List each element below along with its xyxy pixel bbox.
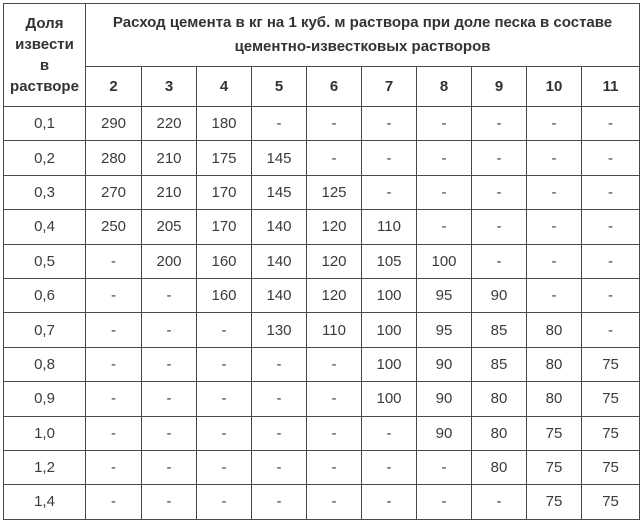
table-caption: [86, 4, 640, 67]
cement-value-cell: -: [197, 347, 252, 381]
cement-value-cell: -: [86, 450, 142, 484]
cement-value-cell: -: [307, 485, 362, 519]
cement-value-cell: -: [197, 382, 252, 416]
cement-value-cell: -: [417, 107, 472, 141]
cement-value-cell: -: [307, 347, 362, 381]
table-row: [4, 278, 640, 312]
cement-value-cell: 120: [307, 244, 362, 278]
cement-value-cell: -: [527, 175, 582, 209]
cement-value-cell: -: [142, 347, 197, 381]
cement-value-cell: 90: [417, 382, 472, 416]
table-row: [4, 450, 640, 484]
cement-value-cell: 75: [527, 416, 582, 450]
cement-value-cell: -: [252, 485, 307, 519]
lime-share-cell: 0,3: [4, 175, 86, 209]
cement-value-cell: 75: [527, 450, 582, 484]
lime-share-cell: 0,4: [4, 210, 86, 244]
cement-value-cell: 140: [252, 244, 307, 278]
sand-share-header-row: [4, 67, 640, 107]
lime-share-cell: 0,9: [4, 382, 86, 416]
cement-value-cell: -: [86, 244, 142, 278]
cement-value-cell: -: [472, 244, 527, 278]
cement-value-cell: 145: [252, 175, 307, 209]
cement-value-cell: -: [582, 210, 640, 244]
table-row: [4, 244, 640, 278]
cement-value-cell: 90: [472, 278, 527, 312]
lime-share-cell: 1,2: [4, 450, 86, 484]
cement-value-cell: -: [582, 107, 640, 141]
cement-value-cell: -: [362, 450, 417, 484]
table-row: [4, 485, 640, 519]
cement-value-cell: 200: [142, 244, 197, 278]
cement-value-cell: 130: [252, 313, 307, 347]
cement-value-cell: 75: [582, 347, 640, 381]
table-row: [4, 416, 640, 450]
cement-value-cell: -: [197, 313, 252, 347]
cement-value-cell: -: [582, 141, 640, 175]
cement-value-cell: 110: [362, 210, 417, 244]
cement-value-cell: 95: [417, 313, 472, 347]
cement-value-cell: 145: [252, 141, 307, 175]
cement-value-cell: 90: [417, 347, 472, 381]
cement-value-cell: -: [252, 416, 307, 450]
cement-value-cell: 170: [197, 210, 252, 244]
sand-share-header-cell: 8: [417, 67, 472, 107]
cement-value-cell: 100: [362, 278, 417, 312]
cement-value-cell: 290: [86, 107, 142, 141]
lime-share-cell: 0,7: [4, 313, 86, 347]
sand-share-header-cell: 7: [362, 67, 417, 107]
cement-value-cell: -: [417, 485, 472, 519]
cement-value-cell: 170: [197, 175, 252, 209]
sand-share-header-cell: 6: [307, 67, 362, 107]
table-row: [4, 382, 640, 416]
lime-share-header-line: извести: [15, 36, 74, 53]
cement-value-cell: -: [307, 141, 362, 175]
cement-value-cell: -: [142, 450, 197, 484]
cement-value-cell: -: [252, 382, 307, 416]
cement-value-cell: -: [527, 141, 582, 175]
cement-value-cell: -: [142, 278, 197, 312]
cement-value-cell: -: [362, 485, 417, 519]
cement-value-cell: -: [582, 175, 640, 209]
cement-value-cell: 80: [527, 382, 582, 416]
cement-value-cell: -: [472, 107, 527, 141]
cement-value-cell: -: [362, 141, 417, 175]
lime-share-header-line: в: [39, 57, 50, 74]
cement-value-cell: -: [527, 278, 582, 312]
cement-value-cell: 110: [307, 313, 362, 347]
cement-value-cell: 90: [417, 416, 472, 450]
sand-share-header-cell: 2: [86, 67, 142, 107]
cement-value-cell: -: [527, 107, 582, 141]
cement-value-cell: -: [86, 416, 142, 450]
cement-value-cell: -: [472, 210, 527, 244]
cement-value-cell: 125: [307, 175, 362, 209]
table-row: [4, 107, 640, 141]
cement-value-cell: -: [417, 450, 472, 484]
sand-share-header-cell: 10: [527, 67, 582, 107]
cement-value-cell: -: [197, 450, 252, 484]
cement-value-cell: 180: [197, 107, 252, 141]
cement-value-cell: 85: [472, 313, 527, 347]
cement-value-cell: -: [252, 107, 307, 141]
cement-value-cell: 120: [307, 210, 362, 244]
cement-value-cell: -: [527, 244, 582, 278]
cement-value-cell: 95: [417, 278, 472, 312]
cement-value-cell: -: [362, 175, 417, 209]
cement-value-cell: 120: [307, 278, 362, 312]
lime-share-cell: 0,2: [4, 141, 86, 175]
cement-value-cell: -: [142, 313, 197, 347]
sand-share-header-cell: 11: [582, 67, 640, 107]
cement-value-cell: -: [307, 416, 362, 450]
cement-value-cell: -: [307, 450, 362, 484]
cement-value-cell: -: [472, 485, 527, 519]
lime-share-header-line: растворе: [10, 78, 79, 95]
cement-value-cell: -: [86, 313, 142, 347]
cement-value-cell: -: [582, 244, 640, 278]
sand-share-header-cell: 4: [197, 67, 252, 107]
cement-value-cell: 80: [527, 347, 582, 381]
cement-value-cell: 175: [197, 141, 252, 175]
cement-value-cell: 100: [362, 382, 417, 416]
cement-value-cell: 205: [142, 210, 197, 244]
cement-value-cell: -: [417, 175, 472, 209]
cement-value-cell: 80: [472, 450, 527, 484]
lime-share-cell: 0,6: [4, 278, 86, 312]
cement-value-cell: 80: [527, 313, 582, 347]
table-caption-line: цементно-известковых растворов: [234, 38, 491, 55]
cement-value-cell: -: [582, 278, 640, 312]
lime-share-cell: 1,0: [4, 416, 86, 450]
cement-value-cell: 140: [252, 210, 307, 244]
cement-value-cell: -: [472, 141, 527, 175]
cement-value-cell: -: [472, 175, 527, 209]
cement-value-cell: -: [142, 382, 197, 416]
cement-value-cell: 160: [197, 244, 252, 278]
cement-value-cell: -: [307, 107, 362, 141]
cement-consumption-table: [3, 3, 640, 520]
cement-value-cell: -: [527, 210, 582, 244]
cement-value-cell: 75: [582, 450, 640, 484]
table-body: [4, 107, 640, 520]
sand-share-header-cell: 9: [472, 67, 527, 107]
cement-value-cell: -: [86, 485, 142, 519]
cement-value-cell: -: [86, 347, 142, 381]
table-row: [4, 313, 640, 347]
cement-value-cell: 280: [86, 141, 142, 175]
cement-value-cell: 80: [472, 382, 527, 416]
lime-share-cell: 0,1: [4, 107, 86, 141]
table-row: [4, 210, 640, 244]
cement-value-cell: -: [86, 382, 142, 416]
cement-value-cell: 75: [582, 485, 640, 519]
cement-value-cell: 250: [86, 210, 142, 244]
cement-value-cell: -: [197, 416, 252, 450]
table-row: [4, 347, 640, 381]
cement-value-cell: -: [86, 278, 142, 312]
lime-share-cell: 0,5: [4, 244, 86, 278]
lime-share-header-line: Доля: [25, 15, 64, 32]
table-row: [4, 141, 640, 175]
lime-share-cell: 1,4: [4, 485, 86, 519]
cement-value-cell: -: [252, 450, 307, 484]
cement-value-cell: 100: [417, 244, 472, 278]
cement-value-cell: -: [197, 485, 252, 519]
cement-value-cell: 85: [472, 347, 527, 381]
table-caption-line: Расход цемента в кг на 1 куб. м раствора при доле песка в составе: [112, 14, 613, 31]
cement-value-cell: 160: [197, 278, 252, 312]
cement-value-cell: -: [417, 141, 472, 175]
cement-value-cell: 270: [86, 175, 142, 209]
cement-value-cell: 140: [252, 278, 307, 312]
sand-share-header-cell: 3: [142, 67, 197, 107]
cement-value-cell: 100: [362, 347, 417, 381]
table-row: [4, 175, 640, 209]
cement-value-cell: -: [417, 210, 472, 244]
cement-value-cell: 220: [142, 107, 197, 141]
sand-share-header-cell: 5: [252, 67, 307, 107]
cement-value-cell: -: [362, 416, 417, 450]
cement-value-cell: -: [142, 485, 197, 519]
cement-value-cell: 100: [362, 313, 417, 347]
lime-share-header: [4, 4, 86, 107]
cement-value-cell: 80: [472, 416, 527, 450]
cement-value-cell: 75: [527, 485, 582, 519]
lime-share-cell: 0,8: [4, 347, 86, 381]
cement-value-cell: -: [252, 347, 307, 381]
cement-value-cell: 75: [582, 416, 640, 450]
cement-value-cell: -: [582, 313, 640, 347]
cement-value-cell: 75: [582, 382, 640, 416]
cement-value-cell: -: [142, 416, 197, 450]
cement-value-cell: -: [362, 107, 417, 141]
cement-value-cell: 105: [362, 244, 417, 278]
cement-value-cell: 210: [142, 175, 197, 209]
cement-value-cell: -: [307, 382, 362, 416]
cement-value-cell: 210: [142, 141, 197, 175]
